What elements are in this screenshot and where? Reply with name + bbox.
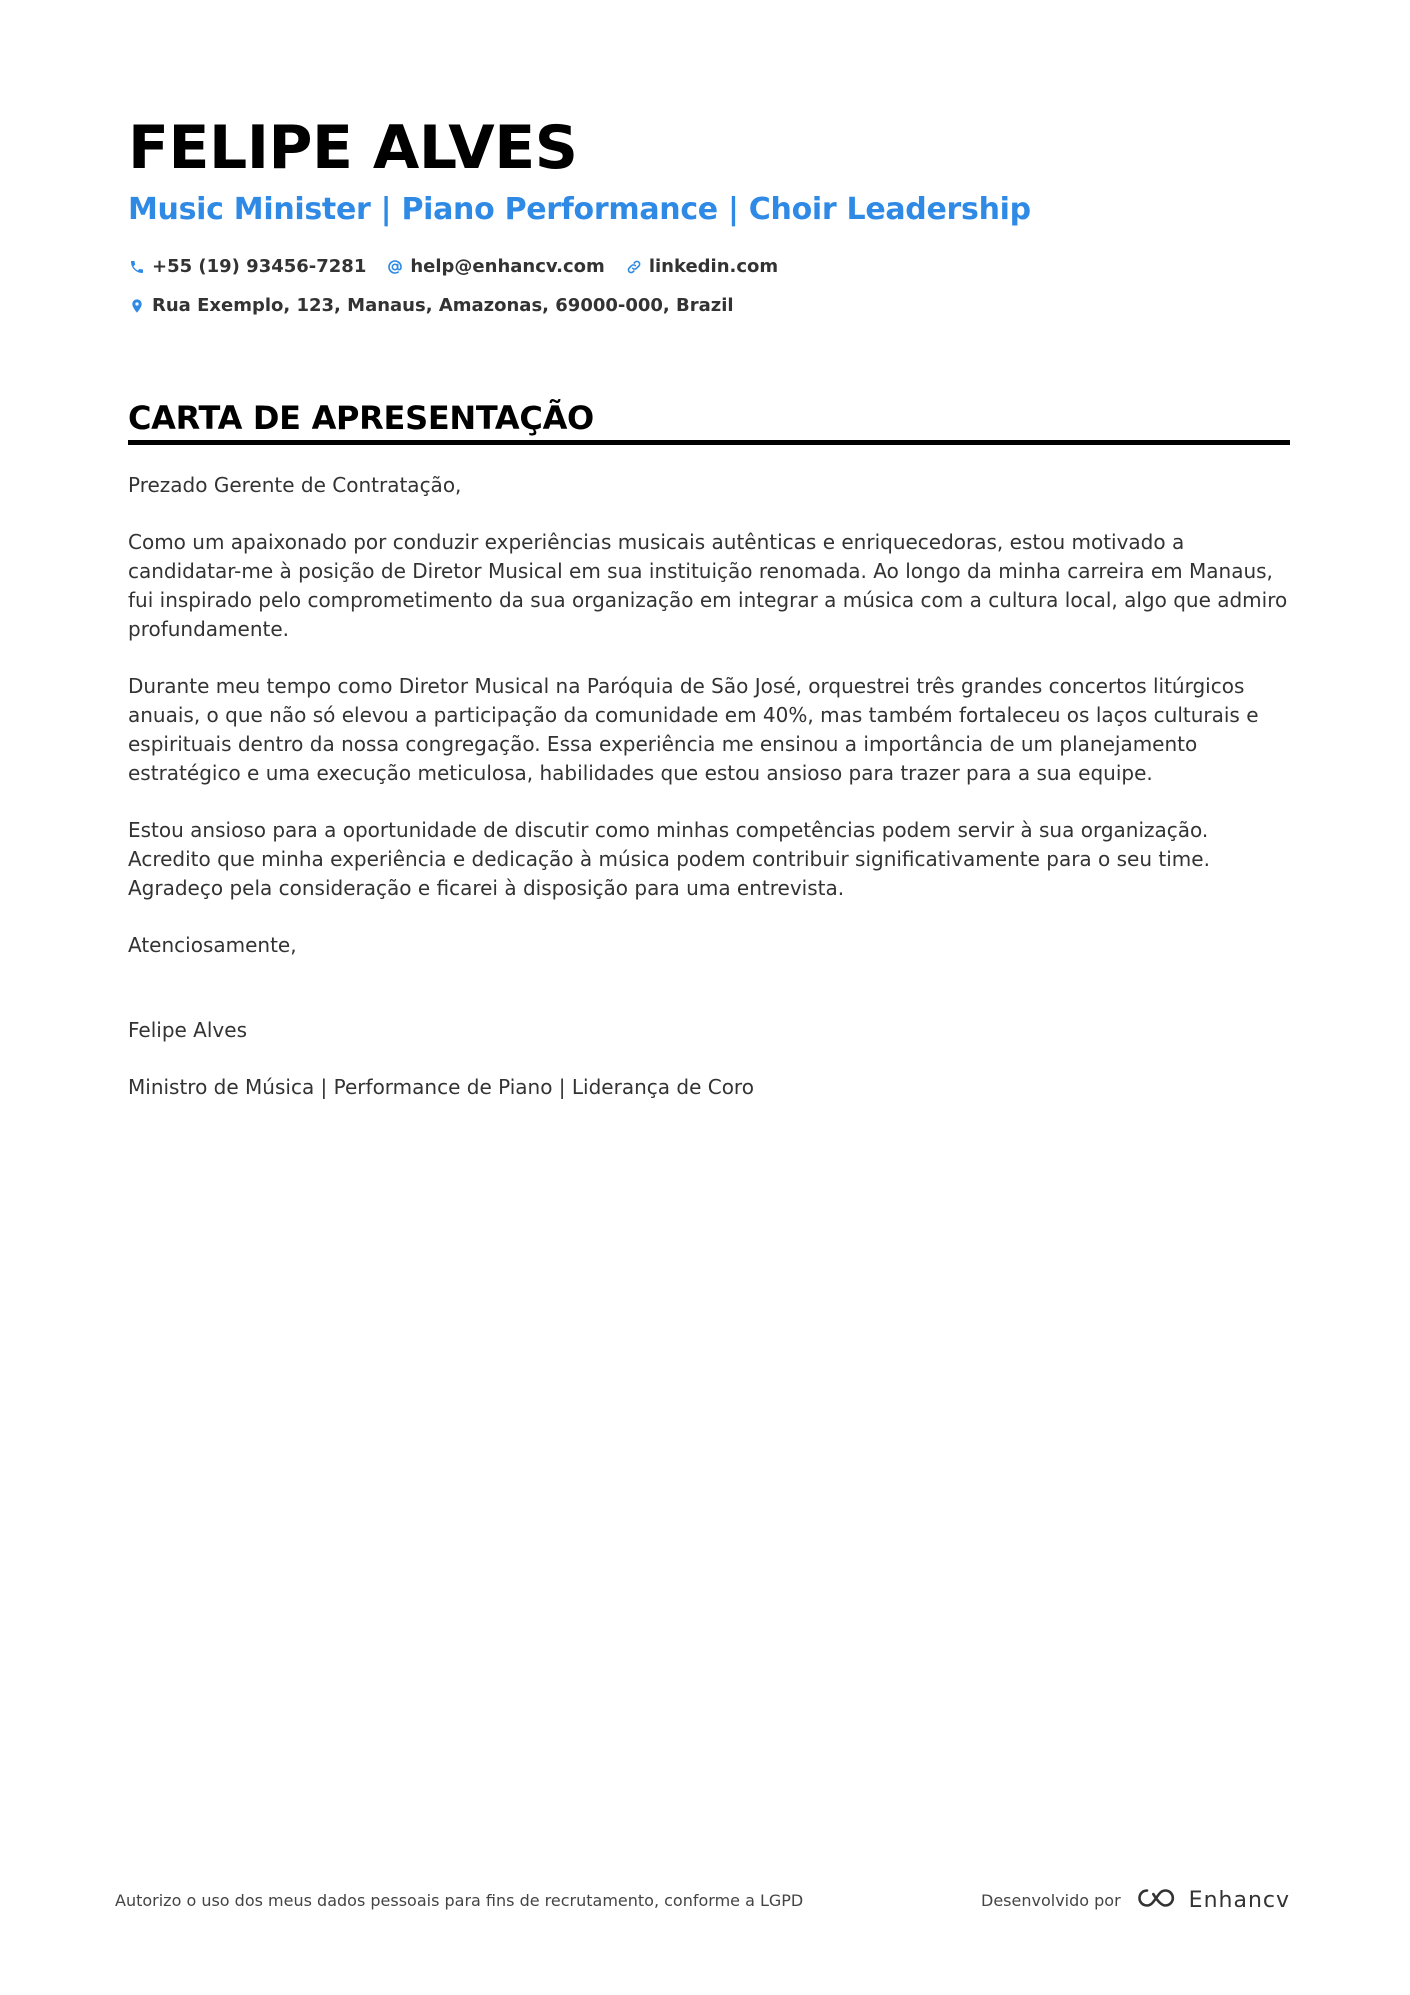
letter-greeting: Prezado Gerente de Contratação,	[128, 473, 462, 497]
phone-icon	[128, 258, 146, 276]
contact-email[interactable]	[386, 252, 604, 281]
brand[interactable]	[1133, 1886, 1290, 1914]
contact-address	[128, 291, 888, 320]
phone-text: +55 (19) 93456-7281	[152, 256, 367, 277]
powered-by	[981, 1886, 1290, 1914]
link-icon	[625, 258, 643, 276]
signature-name: Felipe Alves	[128, 1018, 247, 1042]
letter-paragraph: Estou ansioso para a oportunidade de discutir como minhas competências podem servir à sua organização. Acredito que minha experiência e dedicação à música podem contribuir significativamente para o seu time. Agradeço pela consideração e ficarei à disposição para uma entrevista.	[128, 818, 1210, 900]
address-text: Rua Exemplo, 123, Manaus, Amazonas, 69000-000, Brazil	[152, 295, 734, 316]
contact-phone[interactable]	[128, 252, 366, 281]
signature-spacer	[128, 988, 1290, 1016]
at-icon	[386, 258, 404, 276]
linkedin-text: linkedin.com	[648, 256, 779, 277]
candidate-name: FELIPE ALVES	[128, 113, 578, 183]
contact-linkedin[interactable]	[625, 252, 778, 281]
contact-info	[128, 252, 888, 320]
section-title: CARTA DE APRESENTAÇÃO	[128, 398, 1290, 445]
letter-closing: Atenciosamente,	[128, 933, 297, 957]
candidate-headline: Music Minister | Piano Performance | Choir Leadership	[128, 192, 1031, 227]
brand-name: Enhancv	[1188, 1887, 1290, 1913]
signature-title: Ministro de Música | Performance de Piano | Liderança de Coro	[128, 1075, 754, 1099]
cover-letter-page	[128, 108, 1290, 1130]
location-pin-icon	[128, 297, 146, 315]
consent-text: Autorizo o uso dos meus dados pessoais para fins de recrutamento, conforme a LGPD	[115, 1890, 804, 1910]
enhancv-logo-icon	[1133, 1886, 1179, 1914]
letter-paragraph: Como um apaixonado por conduzir experiências musicais autênticas e enriquecedoras, estou motivado a candidatar-me à posição de Diretor Musical em sua instituição renomada. Ao longo da minha carreira em Manaus, fui inspirado pelo comprometimento da sua organização em integrar a música com a cultura local, algo que admiro profundamente.	[128, 530, 1288, 641]
letter-body	[128, 471, 1290, 1102]
page-footer	[115, 1886, 1290, 1914]
letter-paragraph: Durante meu tempo como Diretor Musical na Paróquia de São José, orquestrei três grandes concertos litúrgicos anuais, o que não só elevou a participação da comunidade em 40%, mas também fortaleceu os laços culturais e espirituais dentro da nossa congregação. Essa experiência me ensinou a importância de um planejamento estratégico e uma execução meticulosa, habilidades que estou ansioso para trazer para a sua equipe.	[128, 674, 1259, 785]
email-text: help@enhancv.com	[410, 256, 605, 277]
powered-by-text: Desenvolvido por	[981, 1890, 1121, 1910]
